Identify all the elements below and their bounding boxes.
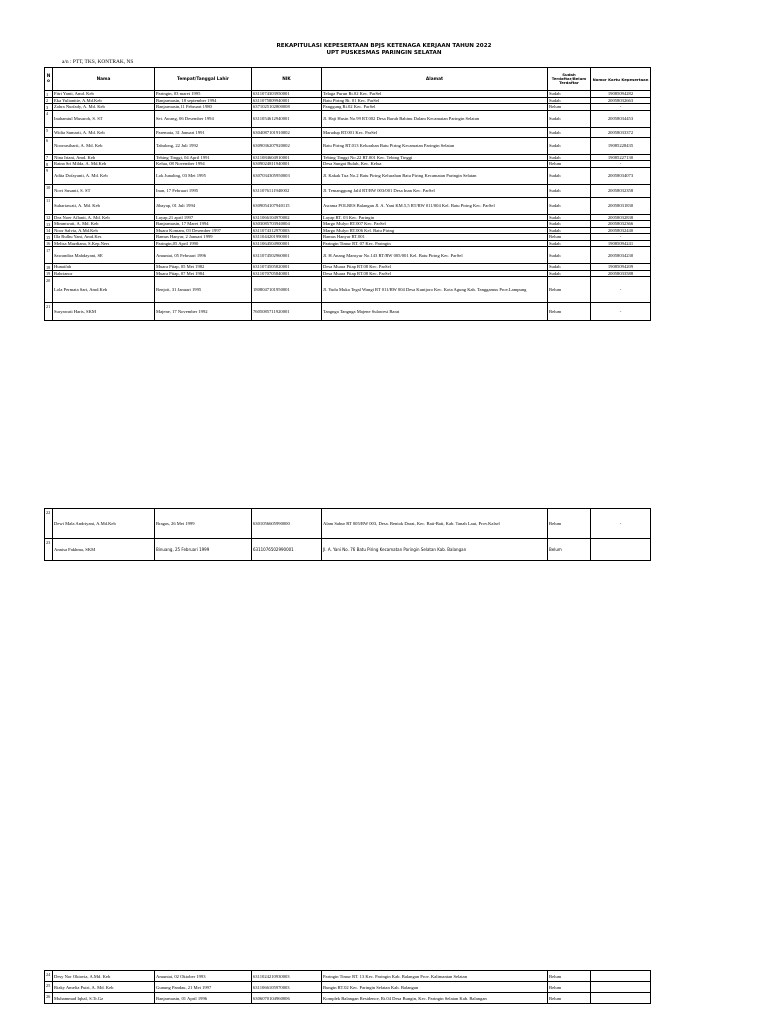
- cell-ttl: Paremata, 31 Januari 1991: [155, 127, 252, 137]
- cell-alamat: Komplek Balangan Residence, Rt.04 Desa Bungin, Kec. Paringin Selatan Kab. Balangan: [322, 993, 548, 1004]
- cell-alamat: Asrama POLRES Balangan Jl. A. Yani KM.5,5 RT/RW 011/004 Kel. Batu Piring Kec. ParSel: [322, 197, 548, 214]
- cell-no: 5: [45, 127, 53, 137]
- cell-alamat: Bamus Hanyar RT.001: [322, 234, 548, 241]
- cell-nik: 1808047101950001: [252, 277, 322, 303]
- cell-nik: 6311066105970003: [252, 982, 322, 993]
- cell-nama: Eka Yulianitie, A.Md.Keb: [53, 97, 155, 104]
- cell-ttl: Banjarmasin, 01 April 1996: [155, 993, 252, 1004]
- cell-status: Sudah: [548, 91, 591, 98]
- cell-no: 20: [45, 277, 53, 303]
- cell-kartu: -: [591, 303, 651, 321]
- cell-kartu: 19085094209: [591, 264, 651, 271]
- cell-nik: 6309054107940115: [252, 197, 322, 214]
- cell-status: Sudah: [548, 214, 591, 221]
- cell-kartu: -: [591, 277, 651, 303]
- header-ttl: Tempat/Tanggal Lahir: [155, 68, 252, 91]
- cell-alamat: Marudup RT.001 Kec. ParSel: [322, 127, 548, 137]
- cell-alamat: Desa Muara Pitap RT.08 Kec. ParSel: [322, 270, 548, 277]
- cell-nama: Noor Salvia, A.Md.Keb: [53, 227, 155, 234]
- cell-kartu: [591, 982, 651, 993]
- cell-nik: 6309036207920002: [252, 137, 322, 154]
- cell-kartu: [591, 539, 651, 561]
- cell-kartu: [591, 993, 651, 1004]
- table-row: [45, 993, 651, 1004]
- cell-nama: Suryawati Haris, SKM: [53, 303, 155, 321]
- table-row: [45, 197, 651, 214]
- cell-no: 4: [45, 110, 53, 127]
- cell-ttl: Muara Pitap, 07 Mei 1984: [155, 270, 252, 277]
- header-status: Sudah Terdaftar/Belum Terdaftar: [548, 68, 591, 91]
- cell-ttl: Paringin,05 April 1990: [155, 240, 252, 247]
- cell-nama: Annisa Fakhma, SKM: [53, 539, 155, 561]
- cell-no: 22: [45, 509, 53, 539]
- cell-no: 3: [45, 104, 53, 111]
- participants-table-page2: [44, 508, 651, 561]
- cell-no: 11: [45, 197, 53, 214]
- cell-alamat: Desa Sungai Buluh, Kec. Kelua: [322, 161, 548, 168]
- cell-nik: 6309024811940001: [252, 161, 322, 168]
- participants-table-main: [44, 67, 651, 321]
- table-row: [45, 509, 651, 539]
- cell-kartu: 20058032838: [591, 214, 651, 221]
- cell-nama: Widia Sumarti, A. Md. Keb: [53, 127, 155, 137]
- cell-no: 10: [45, 184, 53, 197]
- cell-ttl: Muara Pitap, 05 Mei 1982: [155, 264, 252, 271]
- cell-kartu: 20058033588: [591, 270, 651, 277]
- cell-ttl: Amuntai, 05 Februari 1996: [155, 247, 252, 264]
- table-header-row: [45, 68, 651, 91]
- table-row: [45, 110, 651, 127]
- cell-nik: 6371025102800008: [252, 104, 322, 111]
- cell-alamat: Jl. A. Yani No. 76 Batu Piring Kecamatan Paringin Selatan Kab. Balangan: [322, 539, 548, 561]
- cell-nama: Adita Dofayanti, A. Md. Keb: [53, 167, 155, 184]
- cell-status: Sudah: [548, 184, 591, 197]
- document-subtitle: UPT PUSKESMAS PARINGIN SELATAN: [326, 50, 442, 56]
- cell-status: Sudah: [548, 197, 591, 214]
- cell-alamat: Alam Sabur RT 005/RW 003, Desa. Bentok Darat, Kec. Bati-Bati, Kab. Tanah Laut, Prov.Kalsel: [322, 509, 548, 539]
- cell-no: 17: [45, 247, 53, 264]
- cell-ttl: Binuang, 25 Februari 1999: [155, 539, 252, 561]
- cell-alamat: Desa Muara Pitap RT.08 Kec. ParSel: [322, 264, 548, 271]
- cell-nik: 6311074303950001: [252, 91, 322, 98]
- cell-kartu: 20058034230: [591, 247, 651, 264]
- cell-kartu: -: [591, 509, 651, 539]
- cell-alamat: Bungin RT.02 Kec. Paringin Selatan Kab. Balangan: [322, 982, 548, 993]
- cell-nama: Illa Rulhu Yani, Amd.Kes: [53, 234, 155, 241]
- header-no: No: [45, 68, 53, 91]
- cell-status: Belum: [548, 104, 591, 111]
- cell-alamat: Tebing Tinggi No.22 RT.001 Kec. Tebing Tinggi: [322, 154, 548, 161]
- cell-ttl: Bragas, 26 Mei 1999: [155, 509, 252, 539]
- cell-nik: 6307034305950003: [252, 167, 322, 184]
- cell-ttl: Lok Junaling, 03 Mei 1995: [155, 167, 252, 184]
- table-row: [45, 167, 651, 184]
- cell-alamat: Telaga Purun Rt.02 Kec. ParSel: [322, 91, 548, 98]
- table-row: [45, 127, 651, 137]
- cell-no: 1: [45, 91, 53, 98]
- cell-nik: 6311044201990001: [252, 234, 322, 241]
- cell-status: Sudah: [548, 97, 591, 104]
- cell-nama: Zahra Nurfady, A. Md. Keb: [53, 104, 155, 111]
- cell-nama: Dea Noer Aflanti, A. Md. Keb: [53, 214, 155, 221]
- cell-alamat: Jl. Haji Husin No.99 RT.002 Desa Baruh Bahinu Dalam Kecamatan Paringin Selatan: [322, 110, 548, 127]
- cell-kartu: 20058034453: [591, 110, 651, 127]
- cell-ttl: Majene, 17 November 1992: [155, 303, 252, 321]
- cell-nik: 6311024210930003: [252, 971, 322, 982]
- cell-ttl: Amuntai, 02 Oktober 1993: [155, 971, 252, 982]
- cell-kartu: -: [591, 234, 651, 241]
- cell-ttl: Muara Komam, 03 Desember 1997: [155, 227, 252, 234]
- cell-nik: 6311074505820001: [252, 264, 322, 271]
- cell-status: Sudah: [548, 154, 591, 161]
- cell-kartu: 20058032358: [591, 184, 651, 197]
- header-nik: NIK: [252, 68, 322, 91]
- cell-ttl: Gunung Pandau, 21 Mei 1997: [155, 982, 252, 993]
- cell-nama: Melisa Mazdiana, S.Kep.Ners: [53, 240, 155, 247]
- cell-no: 8: [45, 161, 53, 168]
- cell-no: 19: [45, 270, 53, 277]
- cell-alamat: Jl. Kakak Tua No.2 Batu Piring Kelurahan Batu Piring Kecamatan Paringin Selatan: [322, 167, 548, 184]
- cell-no: 2: [45, 97, 53, 104]
- cell-ttl: Banjarmasin, 17 Maret 1994: [155, 221, 252, 228]
- cell-status: Belum: [548, 161, 591, 168]
- cell-nik: 6311076502990001: [252, 539, 322, 561]
- cell-kartu: -: [591, 104, 651, 111]
- cell-ttl: Bamus Hanyar, 2 Januari 1999: [155, 234, 252, 241]
- cell-nama: Rizky Amelia Putri, A. Md. Keb: [53, 982, 155, 993]
- cell-no: 13: [45, 221, 53, 228]
- cell-ttl: Layap,21 april 1997: [155, 214, 252, 221]
- cell-ttl: Tabalong, 22 Juli 1992: [155, 137, 252, 154]
- header-kartu: Nomor Kartu Kepesertaan: [591, 68, 651, 91]
- cell-ttl: Jibayap, 01 Juli 1994: [155, 197, 252, 214]
- cell-status: Sudah: [548, 127, 591, 137]
- cell-nama: Dewi Mala Andriyani, A.Md.Keb: [53, 509, 155, 539]
- cell-no: 25: [45, 982, 53, 993]
- cell-nik: 6311075809940001: [252, 97, 322, 104]
- cell-no: 16: [45, 240, 53, 247]
- cell-status: Belum: [548, 509, 591, 539]
- participants-table-page3: [44, 970, 651, 1004]
- table-row: [45, 184, 651, 197]
- cell-alamat: Margo Mulyo RT.006 Kel. Batu Piring: [322, 227, 548, 234]
- cell-alamat: Jl. Temanggung Jalil RT/RW 003/001 Desa Inan Kec. ParSel: [322, 184, 548, 197]
- cell-status: Belum: [548, 971, 591, 982]
- cell-nama: Suhariawati, A. Md. Keb: [53, 197, 155, 214]
- cell-nik: 6301056605990000: [252, 509, 322, 539]
- cell-kartu: -: [591, 161, 651, 168]
- cell-no: 23: [45, 539, 53, 561]
- cell-status: Sudah: [548, 264, 591, 271]
- cell-ttl: Banjarmasin,11 Februari 1980: [155, 104, 252, 111]
- cell-nik: 6311070705840001: [252, 270, 322, 277]
- cell-nama: Muhammad Iqbal, S.Tr.Gz: [53, 993, 155, 1004]
- cell-alamat: Jl. Yudu Muka Tegal Wangi RT 011/RW 004 Desa Kuntjoro Kec. Kota Agung Kab. Tanggamus Prov.Lampung: [322, 277, 548, 303]
- cell-no: 24: [45, 971, 53, 982]
- cell-no: 14: [45, 227, 53, 234]
- cell-kartu: 20058032366: [591, 221, 651, 228]
- cell-nama: Bahrianor: [53, 270, 155, 277]
- cell-nik: 6304087101910002: [252, 127, 322, 137]
- cell-kartu: 20058032663: [591, 97, 651, 104]
- cell-alamat: Paringin Timur RT. 13 Kec. Paringin Kab. Balangan Prov. Kalimantan Selatan: [322, 971, 548, 982]
- cell-no: 18: [45, 264, 53, 271]
- cell-ttl: Benjoit, 31 Januari 1995: [155, 277, 252, 303]
- cell-kartu: 19085227130: [591, 154, 651, 161]
- cell-status: Belum: [548, 277, 591, 303]
- cell-status: Sudah: [548, 110, 591, 127]
- cell-alamat: Paringin Timur RT. 07 Kec. Paringin: [322, 240, 548, 247]
- cell-status: Belum: [548, 993, 591, 1004]
- cell-nik: 6311054612940001: [252, 110, 322, 127]
- cell-nik: 6311074502960001: [252, 247, 322, 264]
- cell-status: Sudah: [548, 137, 591, 154]
- cell-nama: Sawandira Mahdayani, SE: [53, 247, 155, 264]
- table-row: [45, 971, 651, 982]
- cell-status: Sudah: [548, 167, 591, 184]
- cell-nik: 6311064504900001: [252, 240, 322, 247]
- cell-status: Sudah: [548, 240, 591, 247]
- table-row: [45, 303, 651, 321]
- cell-kartu: 19085094282: [591, 91, 651, 98]
- employee-category-note: a/n : PTT, TKS, KONTRAK, NS: [62, 59, 134, 65]
- cell-kartu: [591, 971, 651, 982]
- cell-no: 6: [45, 137, 53, 154]
- cell-alamat: Tangnga Tangnga Majene Sulawesi Barat: [322, 303, 548, 321]
- cell-status: Sudah: [548, 227, 591, 234]
- cell-nama: Hunaifah: [53, 264, 155, 271]
- cell-kartu: 19085094241: [591, 240, 651, 247]
- cell-kartu: 20058031830: [591, 197, 651, 214]
- table-row: [45, 982, 651, 993]
- cell-ttl: Banjarmasin, 18 september 1994: [155, 97, 252, 104]
- cell-no: 9: [45, 167, 53, 184]
- cell-kartu: 20058033372: [591, 127, 651, 137]
- cell-nama: Desy Nor Oktavia, A.Md. Keb: [53, 971, 155, 982]
- cell-nama: Mimmwati, A. Md. Keb: [53, 221, 155, 228]
- cell-nama: Raina Sri Milda, A. Md.Keb: [53, 161, 155, 168]
- cell-ttl: Sei. Awang, 06 Desember 1994: [155, 110, 252, 127]
- cell-nik: 6311076111940002: [252, 184, 322, 197]
- cell-nama: Fitri Yanti, Amd. Keb: [53, 91, 155, 98]
- header-nama: Nama: [53, 68, 155, 91]
- cell-ttl: Paringin, 03 maret 1995: [155, 91, 252, 98]
- cell-kartu: 20058034073: [591, 167, 651, 184]
- cell-nama: Novi Susanti, S. ST: [53, 184, 155, 197]
- cell-no: 21: [45, 303, 53, 321]
- cell-nik: 6311074312970003: [252, 227, 322, 234]
- cell-no: 26: [45, 993, 53, 1004]
- cell-nik: 6311084604910001: [252, 154, 322, 161]
- cell-status: Belum: [548, 234, 591, 241]
- cell-nama: Inahamtul Musaroh, S. ST: [53, 110, 155, 127]
- cell-alamat: Layap RT. 03 Kec. Paringin: [322, 214, 548, 221]
- cell-kartu: 19085228435: [591, 137, 651, 154]
- document-title: REKAPITULASI KEPESERTAAN BPJS KETENAGA KERJAAN TAHUN 2022: [276, 43, 492, 49]
- cell-nik: 6311066104970002: [252, 214, 322, 221]
- cell-alamat: Batu Piring RT.013 Kelurahan Batu Piring Kecamatan Paringin Selatan: [322, 137, 548, 154]
- header-alamat: Alamat: [322, 68, 548, 91]
- cell-status: Sudah: [548, 221, 591, 228]
- cell-nama: Nina Iriani, Amd. Keb: [53, 154, 155, 161]
- cell-nik: 7605085711920001: [252, 303, 322, 321]
- cell-alamat: Jl. H.Anang Mansyur No.143 RT/RW 005/001 Kel. Batu Piring Kec. ParSel: [322, 247, 548, 264]
- cell-status: Sudah: [548, 247, 591, 264]
- cell-alamat: Margo Mulyo RT.007 Kec. ParSel: [322, 221, 548, 228]
- cell-ttl: Kelua, 08 November 1994: [155, 161, 252, 168]
- cell-no: 15: [45, 234, 53, 241]
- cell-nama: Lola Permata Sari, Amd.Keb: [53, 277, 155, 303]
- table-row: [45, 137, 651, 154]
- cell-status: Belum: [548, 303, 591, 321]
- cell-nik: 6306070104960006: [252, 993, 322, 1004]
- cell-ttl: Tebing Tinggi, 04 April 1991: [155, 154, 252, 161]
- cell-nama: Noorrasiharti, A. Md. Keb: [53, 137, 155, 154]
- cell-no: 12: [45, 214, 53, 221]
- cell-status: Belum: [548, 982, 591, 993]
- table-row: [45, 277, 651, 303]
- cell-alamat: Batu Piring Rt. 01 Kec. ParSel: [322, 97, 548, 104]
- cell-status: Belum: [548, 539, 591, 561]
- cell-nik: 6303085703940004: [252, 221, 322, 228]
- cell-no: 7: [45, 154, 53, 161]
- cell-status: Sudah: [548, 270, 591, 277]
- table-row: [45, 539, 651, 561]
- table-row: [45, 247, 651, 264]
- cell-ttl: Inan, 17 Februari 1995: [155, 184, 252, 197]
- cell-kartu: 20058032440: [591, 227, 651, 234]
- cell-alamat: Panggung Rt.02 Kec. ParSel: [322, 104, 548, 111]
